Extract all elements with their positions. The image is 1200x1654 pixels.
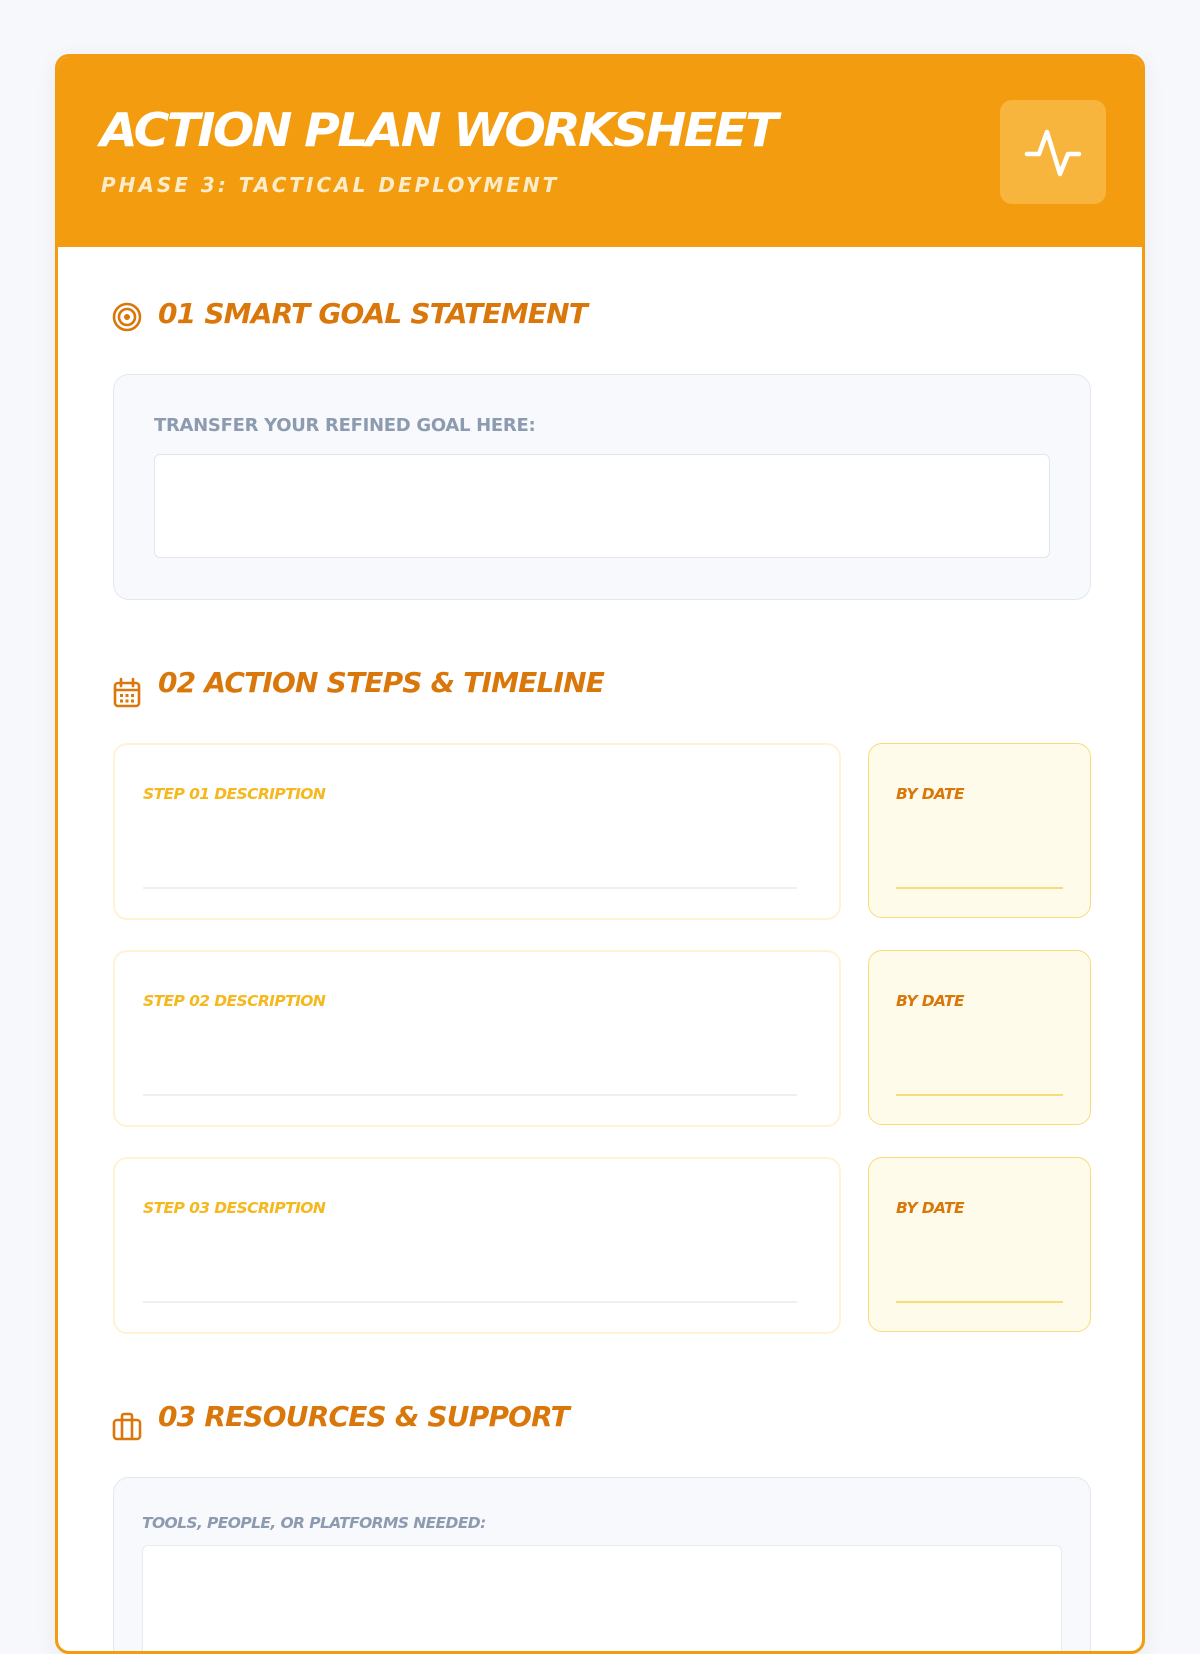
- page-title: ACTION PLAN WORKSHEET: [100, 103, 776, 157]
- step-input-line: [143, 887, 797, 889]
- section-title-steps: 02 ACTION STEPS & TIMELINE: [158, 666, 605, 699]
- briefcase-icon: [111, 1411, 143, 1443]
- date-input-line: [896, 887, 1063, 889]
- date-input-line: [896, 1301, 1063, 1303]
- date-input-line: [896, 1094, 1063, 1096]
- worksheet-header: [58, 57, 1142, 247]
- step-description-field[interactable]: [113, 950, 841, 1127]
- step-label: STEP 01 DESCRIPTION: [143, 785, 326, 803]
- section-title-goal: 01 SMART GOAL STATEMENT: [158, 297, 588, 330]
- step-description-field[interactable]: [113, 1157, 841, 1334]
- step-date-field[interactable]: [868, 1157, 1091, 1332]
- date-label: BY DATE: [896, 785, 964, 803]
- step-label: STEP 03 DESCRIPTION: [143, 1199, 326, 1217]
- date-label: BY DATE: [896, 992, 964, 1010]
- goal-field-label: TRANSFER YOUR REFINED GOAL HERE:: [154, 415, 536, 436]
- step-description-field[interactable]: [113, 743, 841, 920]
- worksheet-card: [55, 54, 1145, 1654]
- date-label: BY DATE: [896, 1199, 964, 1217]
- page-subtitle: PHASE 3: TACTICAL DEPLOYMENT: [101, 173, 560, 197]
- goal-panel: [113, 374, 1091, 600]
- goal-input[interactable]: [154, 454, 1050, 558]
- activity-pulse-icon: [1000, 100, 1106, 204]
- step-label: STEP 02 DESCRIPTION: [143, 992, 326, 1010]
- section-title-resources: 03 RESOURCES & SUPPORT: [158, 1400, 569, 1433]
- calendar-icon: [111, 677, 143, 709]
- step-input-line: [143, 1094, 797, 1096]
- target-icon: [111, 301, 143, 333]
- step-date-field[interactable]: [868, 743, 1091, 918]
- resources-field-label: TOOLS, PEOPLE, OR PLATFORMS NEEDED:: [142, 1514, 486, 1532]
- step-date-field[interactable]: [868, 950, 1091, 1125]
- resources-panel: [113, 1477, 1091, 1654]
- step-input-line: [143, 1301, 797, 1303]
